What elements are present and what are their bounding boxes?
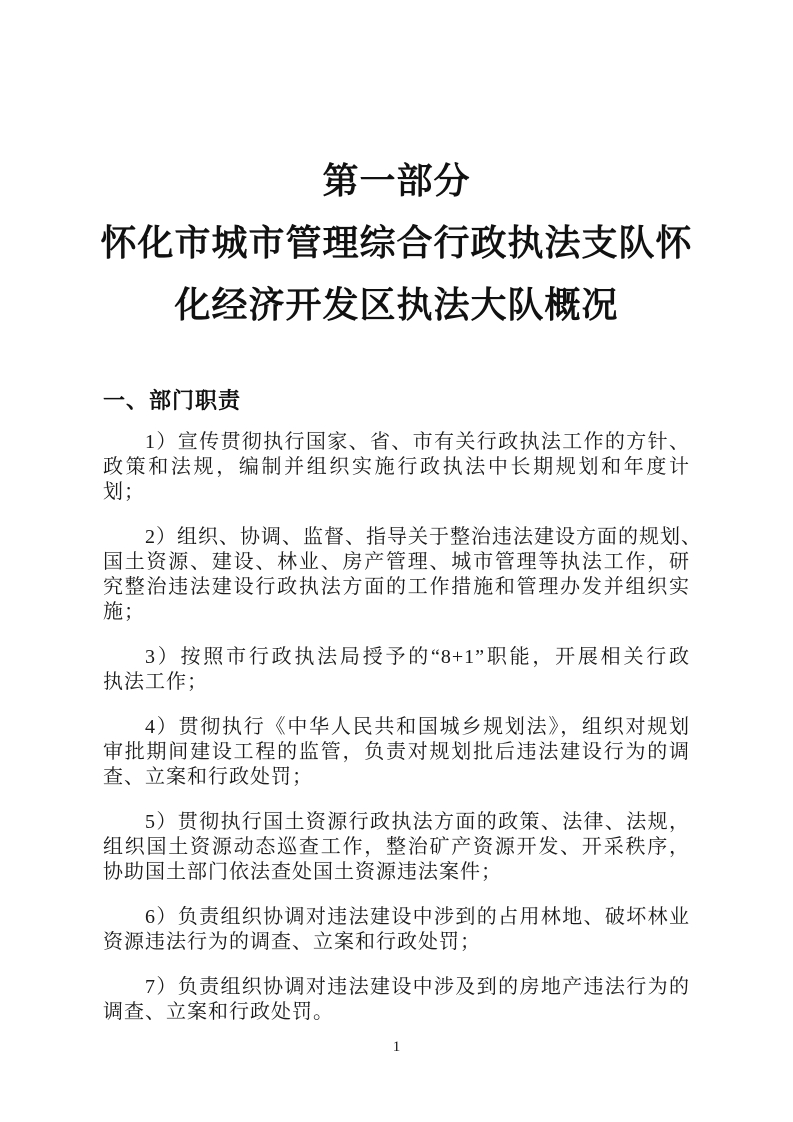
paragraph-7-line-2: 调查、立案和行政处罚。: [103, 1001, 334, 1023]
paragraph-5-line-1: 5）贯彻执行国土资源行政执法方面的政策、法律、法规，: [145, 811, 690, 833]
paragraph-7: [103, 975, 690, 1025]
paragraph-6-line-1: 6）负责组织协调对违法建设中涉到的占用林地、破坏林业: [145, 906, 690, 928]
section-heading: 一、部门职责: [103, 388, 242, 413]
paragraph-5-line-3: 协助国土部门依法查处国土资源违法案件；: [103, 861, 502, 883]
paragraph-3-line-2: 执法工作；: [103, 671, 208, 693]
document-title: [40, 150, 753, 336]
paragraph-5: [103, 810, 690, 885]
paragraph-7-line-1: 7）负责组织协调对违法建设中涉及到的房地产违法行为的: [145, 976, 690, 998]
paragraph-4-line-2: 审批期间建设工程的监管，负责对规划批后违法建设行为的调: [103, 741, 690, 763]
paragraph-4-line-1: 4）贯彻执行《中华人民共和国城乡规划法》，组织对规划: [145, 716, 690, 738]
paragraph-2: [103, 525, 702, 625]
paragraph-6: [103, 905, 690, 955]
paragraph-3: [103, 645, 690, 695]
paragraph-2-line-4: 施；: [103, 601, 145, 623]
paragraph-4-line-3: 查、立案和行政处罚；: [103, 766, 313, 788]
title-line-3: 化经济开发区执法大队概况: [174, 284, 619, 325]
paragraph-2-line-1: 2）组织、协调、监督、指导关于整治违法建设方面的规划、: [145, 526, 702, 548]
page-number: 1: [392, 1039, 401, 1055]
paragraph-1-line-1: 1）宣传贯彻执行国家、省、市有关行政执法工作的方针、: [145, 431, 690, 453]
paragraph-3-line-1: 3）按照市行政执法局授予的“8+1”职能，开展相关行政: [145, 646, 690, 668]
paragraph-4: [103, 715, 690, 790]
title-line-1: 第一部分: [322, 160, 471, 201]
paragraph-2-line-3: 究整治违法建设行政执法方面的工作措施和管理办发并组织实: [103, 576, 690, 598]
paragraph-1: [103, 430, 690, 505]
paragraph-5-line-2: 组织国土资源动态巡查工作，整治矿产资源开发、开采秩序，: [103, 836, 690, 858]
title-line-2: 怀化市城市管理综合行政执法支队怀: [100, 222, 693, 263]
paragraph-6-line-2: 资源违法行为的调查、立案和行政处罚；: [103, 931, 481, 953]
paragraph-2-line-2: 国土资源、建设、林业、房产管理、城市管理等执法工作，研: [103, 551, 690, 573]
document-body: [103, 430, 702, 1045]
paragraph-1-line-2: 政策和法规，编制并组织实施行政执法中长期规划和年度计划；: [103, 456, 690, 503]
